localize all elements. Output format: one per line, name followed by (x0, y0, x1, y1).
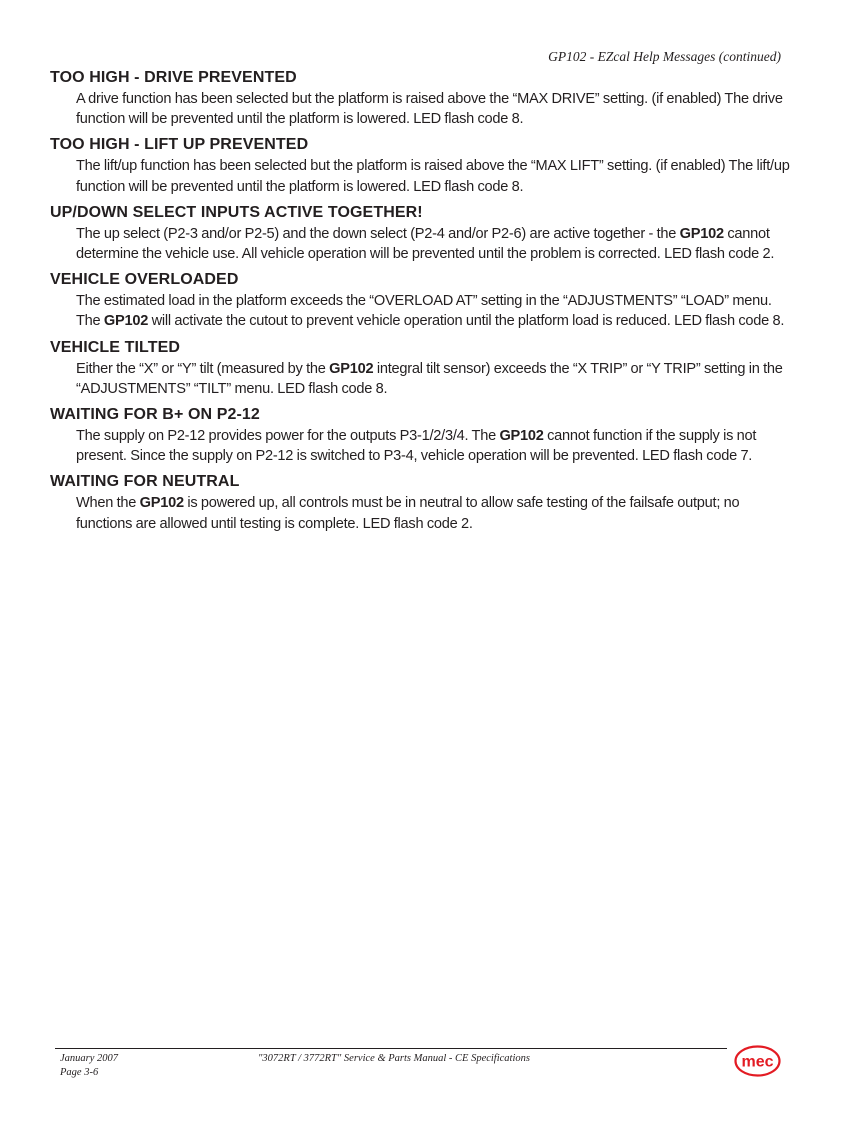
help-message-title: VEHICLE TILTED (50, 338, 180, 356)
body-text: Either the “X” or “Y” tilt (measured by the (76, 360, 330, 377)
help-message-entry (50, 405, 790, 466)
mec-logo (734, 1045, 781, 1077)
help-message-body (76, 426, 790, 466)
product-name: GP102 (329, 360, 374, 377)
body-text: The estimated load in the platform exceeds the “OVERLOAD AT” setting in the “ADJUSTMENTS” “LOAD” menu. The (76, 293, 772, 330)
body-text: The supply on P2-12 provides power for the outputs P3-1/2/3/4. The (76, 428, 500, 445)
help-message-entry (50, 203, 790, 264)
help-message-body (76, 224, 790, 264)
footer-rule (55, 1048, 727, 1049)
body-text: The lift/up function has been selected but the platform is raised above the “MAX LIFT” setting. (if enabled) The lift/up function will be prevented until the platform is lowered. LED flash code 8. (76, 158, 790, 195)
body-text: integral tilt sensor) exceeds the “X TRIP” or “Y TRIP” setting in the “ADJUSTMENTS” “TILT” menu. LED flash code 8. (76, 360, 783, 397)
help-message-body (76, 156, 790, 196)
help-message-title: TOO HIGH - DRIVE PREVENTED (50, 69, 297, 86)
body-text: When the (76, 495, 140, 512)
help-message-title: UP/DOWN SELECT INPUTS ACTIVE TOGETHER! (50, 203, 423, 221)
help-message-entry (50, 270, 790, 331)
help-messages-list (50, 68, 790, 540)
help-message-body (76, 291, 790, 331)
help-message-title: TOO HIGH - LIFT UP PREVENTED (50, 136, 309, 154)
footer-date: January 2007 (60, 1053, 119, 1064)
body-text: A drive function has been selected but the platform is raised above the “MAX DRIVE” setting. (if enabled) The drive function will be prevented until the platform is lowered. LED flash code 8. (76, 91, 783, 128)
product-name: GP102 (103, 313, 149, 330)
body-text: cannot determine the vehicle use. All vehicle operation will be prevented until the problem is corrected. LED flash code 2. (76, 225, 775, 263)
help-message-title: WAITING FOR NEUTRAL (50, 473, 240, 491)
help-message-entry (50, 135, 790, 196)
help-message-entry (50, 338, 790, 399)
footer-page-number: Page 3-6 (60, 1067, 99, 1078)
help-message-body (76, 359, 790, 399)
help-message-entry (50, 472, 790, 533)
body-text: will activate the cutout to prevent vehicle operation until the platform load is reduced. LED flash code 8. (148, 313, 785, 330)
body-text: is powered up, all controls must be in neutral to allow safe testing of the failsafe output; no functions are allowed until testing is complete. LED flash code 2. (76, 495, 740, 532)
running-head: GP102 - EZcal Help Messages (continued) (548, 49, 781, 64)
help-message-entry (50, 68, 790, 129)
help-message-body (76, 89, 790, 129)
mec-logo-text: mec (741, 1053, 774, 1071)
body-text: cannot function if the supply is not present. Since the supply on P2-12 is switched to P3-4, vehicle operation will be prevented. LED flash code 7. (76, 428, 757, 465)
footer-manual-title: "3072RT / 3772RT" Service & Parts Manual - CE Specifications (258, 1053, 530, 1064)
help-message-title: WAITING FOR B+ ON P2-12 (50, 406, 260, 424)
product-name: GP102 (139, 495, 184, 512)
body-text: The up select (P2-3 and/or P2-5) and the down select (P2-4 and/or P2-6) are active together - the (76, 225, 680, 242)
product-name: GP102 (679, 225, 724, 242)
product-name: GP102 (499, 428, 544, 445)
help-message-body (76, 493, 790, 533)
help-message-title: VEHICLE OVERLOADED (50, 271, 239, 289)
